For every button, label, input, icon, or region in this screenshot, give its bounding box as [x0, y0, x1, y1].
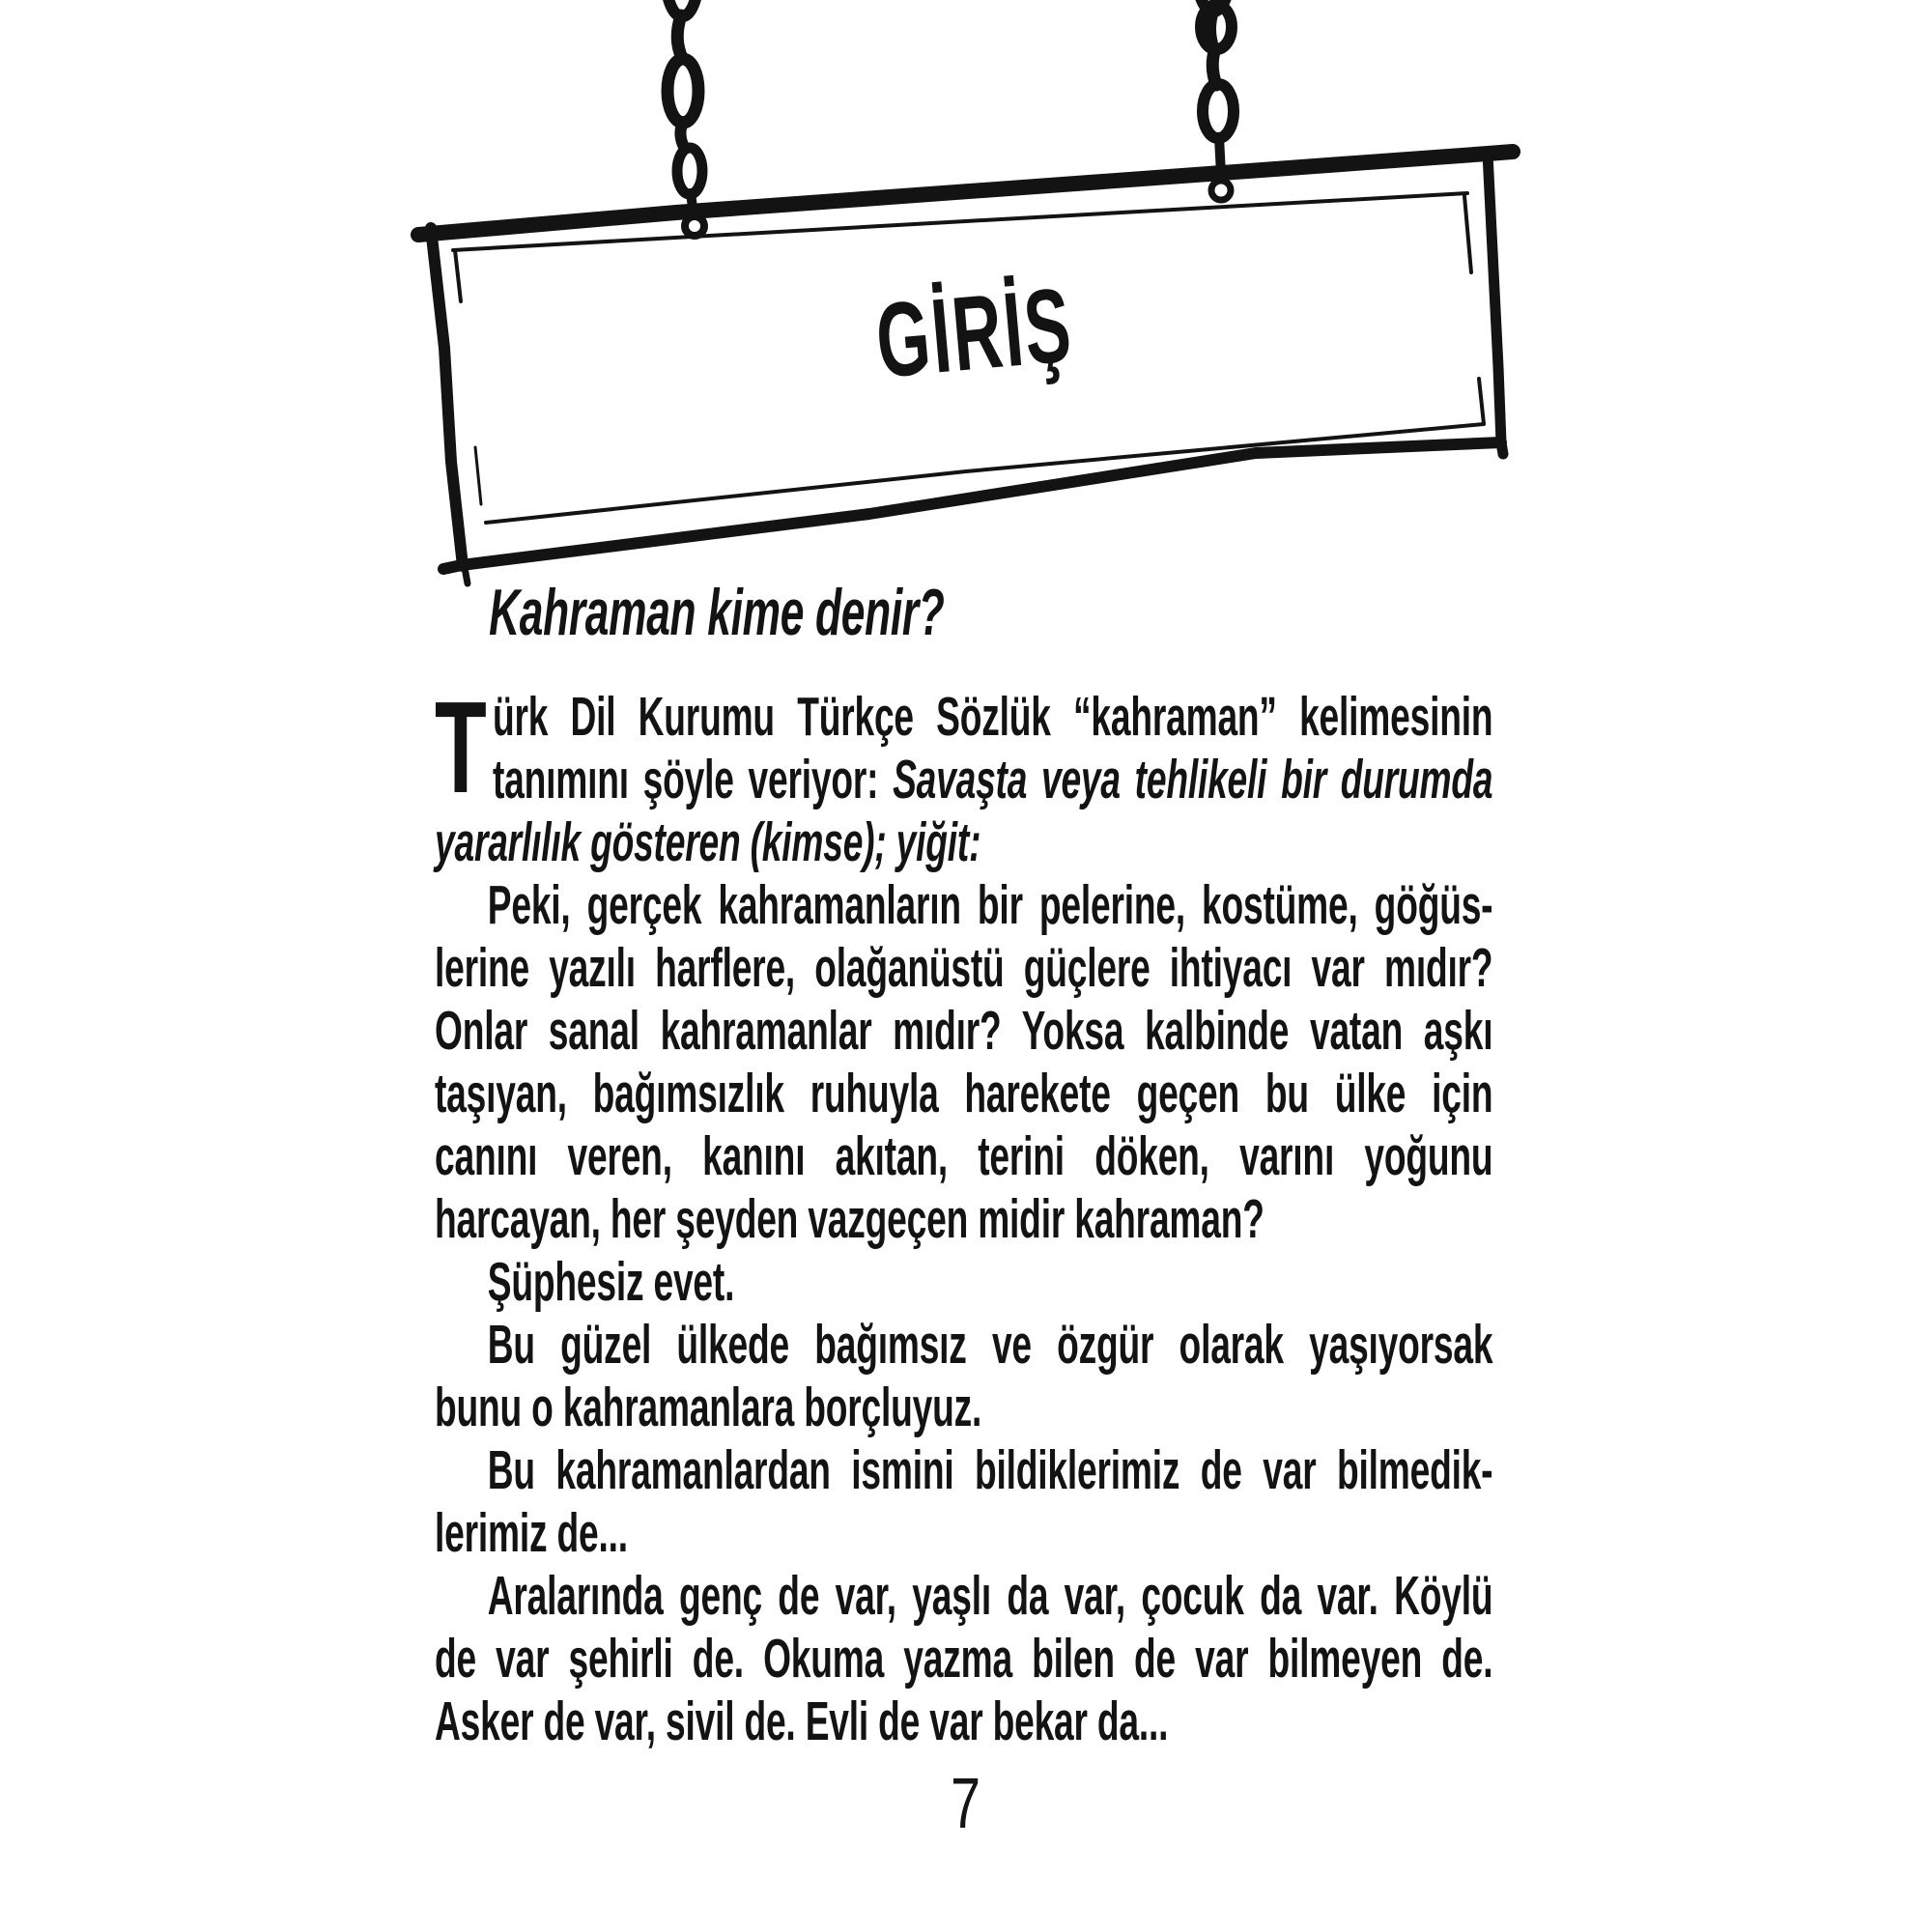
page-footer — [0, 1763, 1932, 1843]
body-line-segment: de var şehirli de. Okuma yazma bilen de var bilmeyen de. — [435, 1628, 1493, 1690]
body-line-segment: ürk Dil Kurumu Türkçe Sözlük “kahraman” kelimesinin — [492, 686, 1493, 748]
body-line — [435, 1000, 1492, 1063]
body-line-segment: harcayan, her şeyden vazgeçen midir kahraman? — [435, 1188, 1264, 1250]
body-line-segment: Savaşta veya tehlikeli bir durumda — [893, 749, 1493, 810]
body-line — [435, 1377, 1492, 1439]
body-line-segment: yararlılık gösteren (kimse); yiğit: — [435, 811, 981, 873]
body-line — [435, 686, 1492, 749]
body-line — [435, 1439, 1492, 1502]
body-line — [435, 1314, 1492, 1377]
body-line-segment: tanımını şöyle veriyor: — [492, 749, 894, 810]
sign-title: GİRİŞ — [871, 266, 1077, 401]
body-line — [435, 1565, 1492, 1628]
body-line-segment: Onlar sanal kahramanlar mıdır? Yoksa kalbinde vatan aşkı — [435, 1000, 1493, 1062]
chain-left-icon — [666, 0, 704, 236]
body-line-segment: Bu güzel ülkede bağımsız ve özgür olarak yaşıyorsak — [487, 1314, 1493, 1376]
body-line — [435, 811, 1492, 874]
body-line — [435, 937, 1492, 1000]
body-line-segment: canını veren, kanını akıtan, terini döken, varını yoğunu — [435, 1125, 1493, 1187]
body-line-segment: Şüphesiz evet. — [487, 1251, 735, 1313]
body-line — [435, 1063, 1492, 1125]
page-number: 7 — [951, 1763, 981, 1843]
body-line — [435, 1251, 1492, 1314]
body-lines — [435, 674, 1493, 1753]
body-line — [435, 874, 1492, 937]
body-line — [435, 1125, 1492, 1188]
body-line — [435, 1188, 1492, 1251]
dropcap-letter: T — [435, 674, 487, 820]
body-line-segment: taşıyan, bağımsızlık ruhuyla harekete geçen bu ülke için — [435, 1063, 1493, 1124]
body-line-segment: lerine yazılı harflere, olağanüstü güçlere ihtiyacı var mıdır? — [435, 937, 1493, 999]
body-line — [435, 1502, 1492, 1565]
body-line-segment: bunu o kahramanlara borçluyuz. — [435, 1377, 982, 1438]
text-column — [435, 574, 1492, 1753]
body-line-segment: Aralarında genç de var, yaşlı da var, çocuk da var. Köylü — [487, 1565, 1493, 1627]
body-line-segment: Peki, gerçek kahramanların bir pelerine, kostüme, göğüs- — [487, 874, 1493, 936]
body-line — [435, 1690, 1492, 1753]
body-line-segment: Asker de var, sivil de. Evli de var bekar da... — [435, 1690, 1169, 1752]
section-heading: Kahraman kime denir? — [489, 576, 945, 649]
body-line-segment: lerimiz de... — [435, 1502, 628, 1564]
body-line — [435, 749, 1492, 811]
body-line — [435, 1628, 1492, 1690]
body-line-segment: Bu kahramanlardan ismini bildiklerimiz de var bilmedik- — [487, 1439, 1493, 1501]
